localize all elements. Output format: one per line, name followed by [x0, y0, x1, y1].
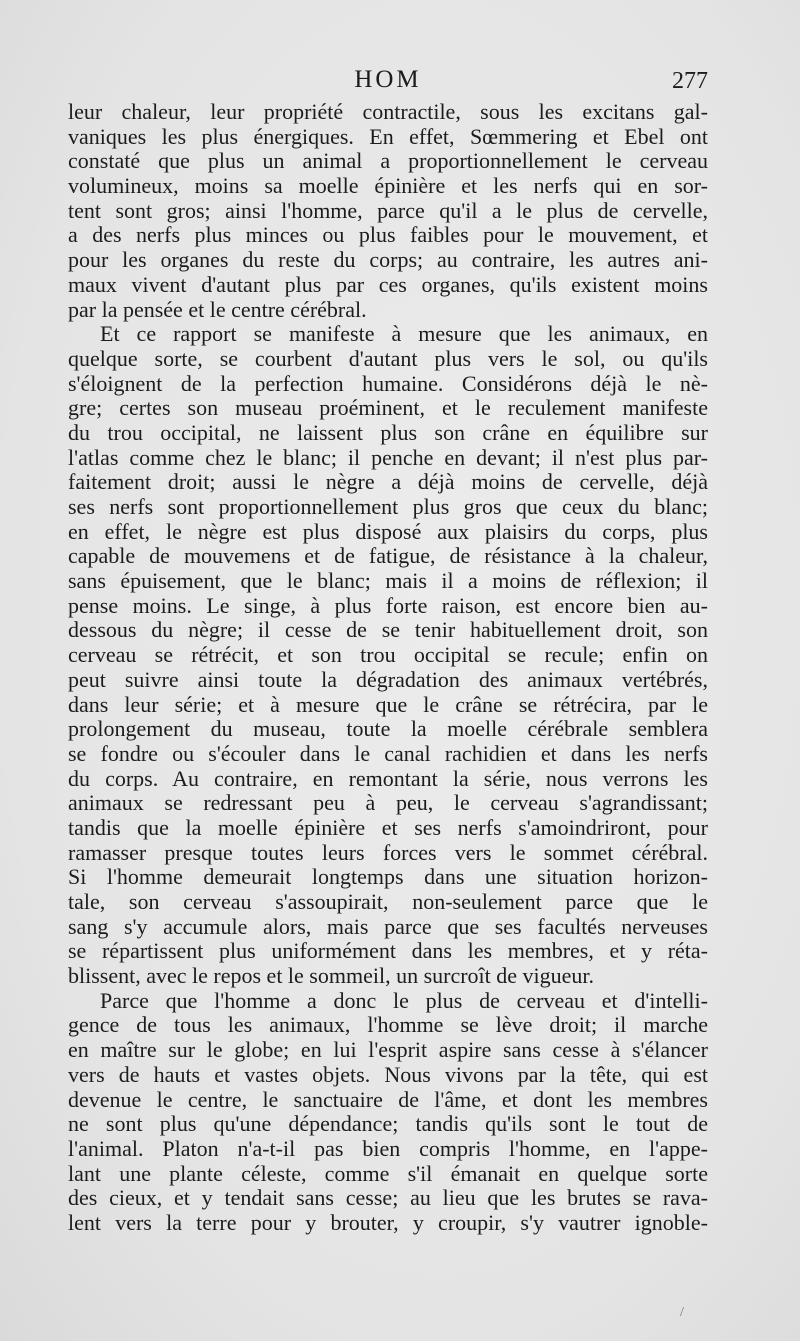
text-line: l'atlas comme chez le blanc; il penche en devant; il n'est plus par-	[68, 445, 708, 470]
text-line: tent sont gros; ainsi l'homme, parce qu'il a le plus de cervelle,	[68, 198, 708, 223]
page-number: 277	[672, 68, 708, 94]
text-line: en effet, le nègre est plus disposé aux plaisirs du corps, plus	[68, 519, 708, 544]
text-line: l'animal. Platon n'a-t-il pas bien compris l'homme, en l'appe-	[68, 1136, 708, 1161]
text-line: peut suivre ainsi toute la dégradation des animaux vertébrés,	[68, 667, 708, 692]
text-line: dessous du nègre; il cesse de se tenir habituellement droit, son	[68, 618, 708, 643]
text-line: ses nerfs sont proportionnellement plus gros que ceux du blanc;	[68, 495, 708, 519]
text-line: pense moins. Le singe, à plus forte raison, est encore bien au-	[68, 593, 708, 618]
text-line: prolongement du museau, toute la moelle cérébrale semblera	[68, 717, 708, 742]
text-line: lent vers la terre pour y brouter, y croupir, s'y vautrer ignoble-	[68, 1210, 708, 1235]
corner-mark: /	[680, 1305, 684, 1320]
text-line: blissent, avec le repos et le sommeil, un surcroît de vigueur.	[68, 964, 595, 989]
paragraph	[68, 100, 708, 322]
text-line: gence de tous les animaux, l'homme se lève droit; il marche	[68, 1013, 708, 1038]
text-line: s'éloignent de la perfection humaine. Considérons déjà le nè-	[68, 371, 708, 396]
text-line: Si l'homme demeurait longtemps dans une situation horizon-	[68, 865, 708, 890]
text-line: tandis que la moelle épinière et ses nerfs s'amoindriront, pour	[68, 815, 708, 840]
text-line: sans épuisement, que le blanc; mais il a moins de réflexion; il	[68, 569, 708, 594]
text-line: lant une plante céleste, comme s'il émanait en quelque sorte	[68, 1161, 708, 1186]
text-line: ne sont plus qu'une dépendance; tandis qu'ils sont le tout de	[68, 1112, 708, 1137]
text-line: pour les organes du reste du corps; au contraire, les autres ani-	[68, 248, 708, 273]
text-line: capable de mouvemens et de fatigue, de résistance à la chaleur,	[68, 544, 708, 569]
text-line: cerveau se rétrécit, et son trou occipital se recule; enfin on	[68, 643, 708, 668]
text-line: dans leur série; et à mesure que le crâne se rétrécira, par le	[68, 692, 708, 717]
text-line: du corps. Au contraire, en remontant la série, nous verrons les	[68, 766, 708, 791]
text-line: tale, son cerveau s'assoupirait, non-seulement parce que le	[68, 890, 708, 914]
text-line: vaniques les plus énergiques. En effet, Sœmmering et Ebel ont	[68, 124, 708, 149]
text-line: du trou occipital, ne laissent plus son crâne en équilibre sur	[68, 420, 708, 445]
text-line: Parce que l'homme a donc le plus de cerveau et d'intelli-	[100, 988, 708, 1013]
text-line: animaux se redressant peu à peu, le cerveau s'agrandissant;	[68, 791, 708, 816]
page-header	[68, 66, 708, 100]
text-line: se répartissent plus uniformément dans les membres, et y réta-	[68, 939, 708, 964]
text-line: devenue le centre, le sanctuaire de l'âme, et dont les membres	[68, 1087, 708, 1112]
text-line: ramasser presque toutes leurs forces vers le sommet cérébral.	[68, 840, 708, 865]
text-line: des cieux, et y tendait sans cesse; au lieu que les brutes se rava-	[68, 1186, 708, 1211]
text-line: vers de hauts et vastes objets. Nous vivons par la tête, qui est	[68, 1062, 708, 1087]
text-line: a des nerfs plus minces ou plus faibles pour le mouvement, et	[68, 223, 708, 248]
text-line: constaté que plus un animal a proportionnellement le cerveau	[68, 149, 708, 174]
text-line: se fondre ou s'écouler dans le canal rachidien et dans les nerfs	[68, 741, 708, 766]
paragraph	[68, 322, 708, 989]
text-line: en maître sur le globe; en lui l'esprit aspire sans cesse à s'élancer	[68, 1038, 708, 1063]
paragraph	[68, 989, 708, 1236]
text-line: par la pensée et le centre cérébral.	[68, 297, 367, 322]
text-line: gre; certes son museau proéminent, et le reculement manifeste	[68, 396, 708, 421]
text-line: quelque sorte, se courbent d'autant plus vers le sol, ou qu'ils	[68, 346, 708, 371]
text-line: leur chaleur, leur propriété contractile, sous les excitans gal-	[68, 100, 708, 124]
text-line: faitement droit; aussi le nègre a déjà moins de cervelle, déjà	[68, 470, 708, 495]
text-line: sang s'y accumule alors, mais parce que ses facultés nerveuses	[68, 914, 708, 939]
text-line: volumineux, moins sa moelle épinière et les nerfs qui en sor-	[68, 174, 708, 199]
running-head: HOM	[354, 66, 422, 93]
body-text	[68, 100, 708, 1236]
text-line: Et ce rapport se manifeste à mesure que les animaux, en	[100, 322, 708, 347]
text-line: maux vivent d'autant plus par ces organes, qu'ils existent moins	[68, 272, 708, 297]
